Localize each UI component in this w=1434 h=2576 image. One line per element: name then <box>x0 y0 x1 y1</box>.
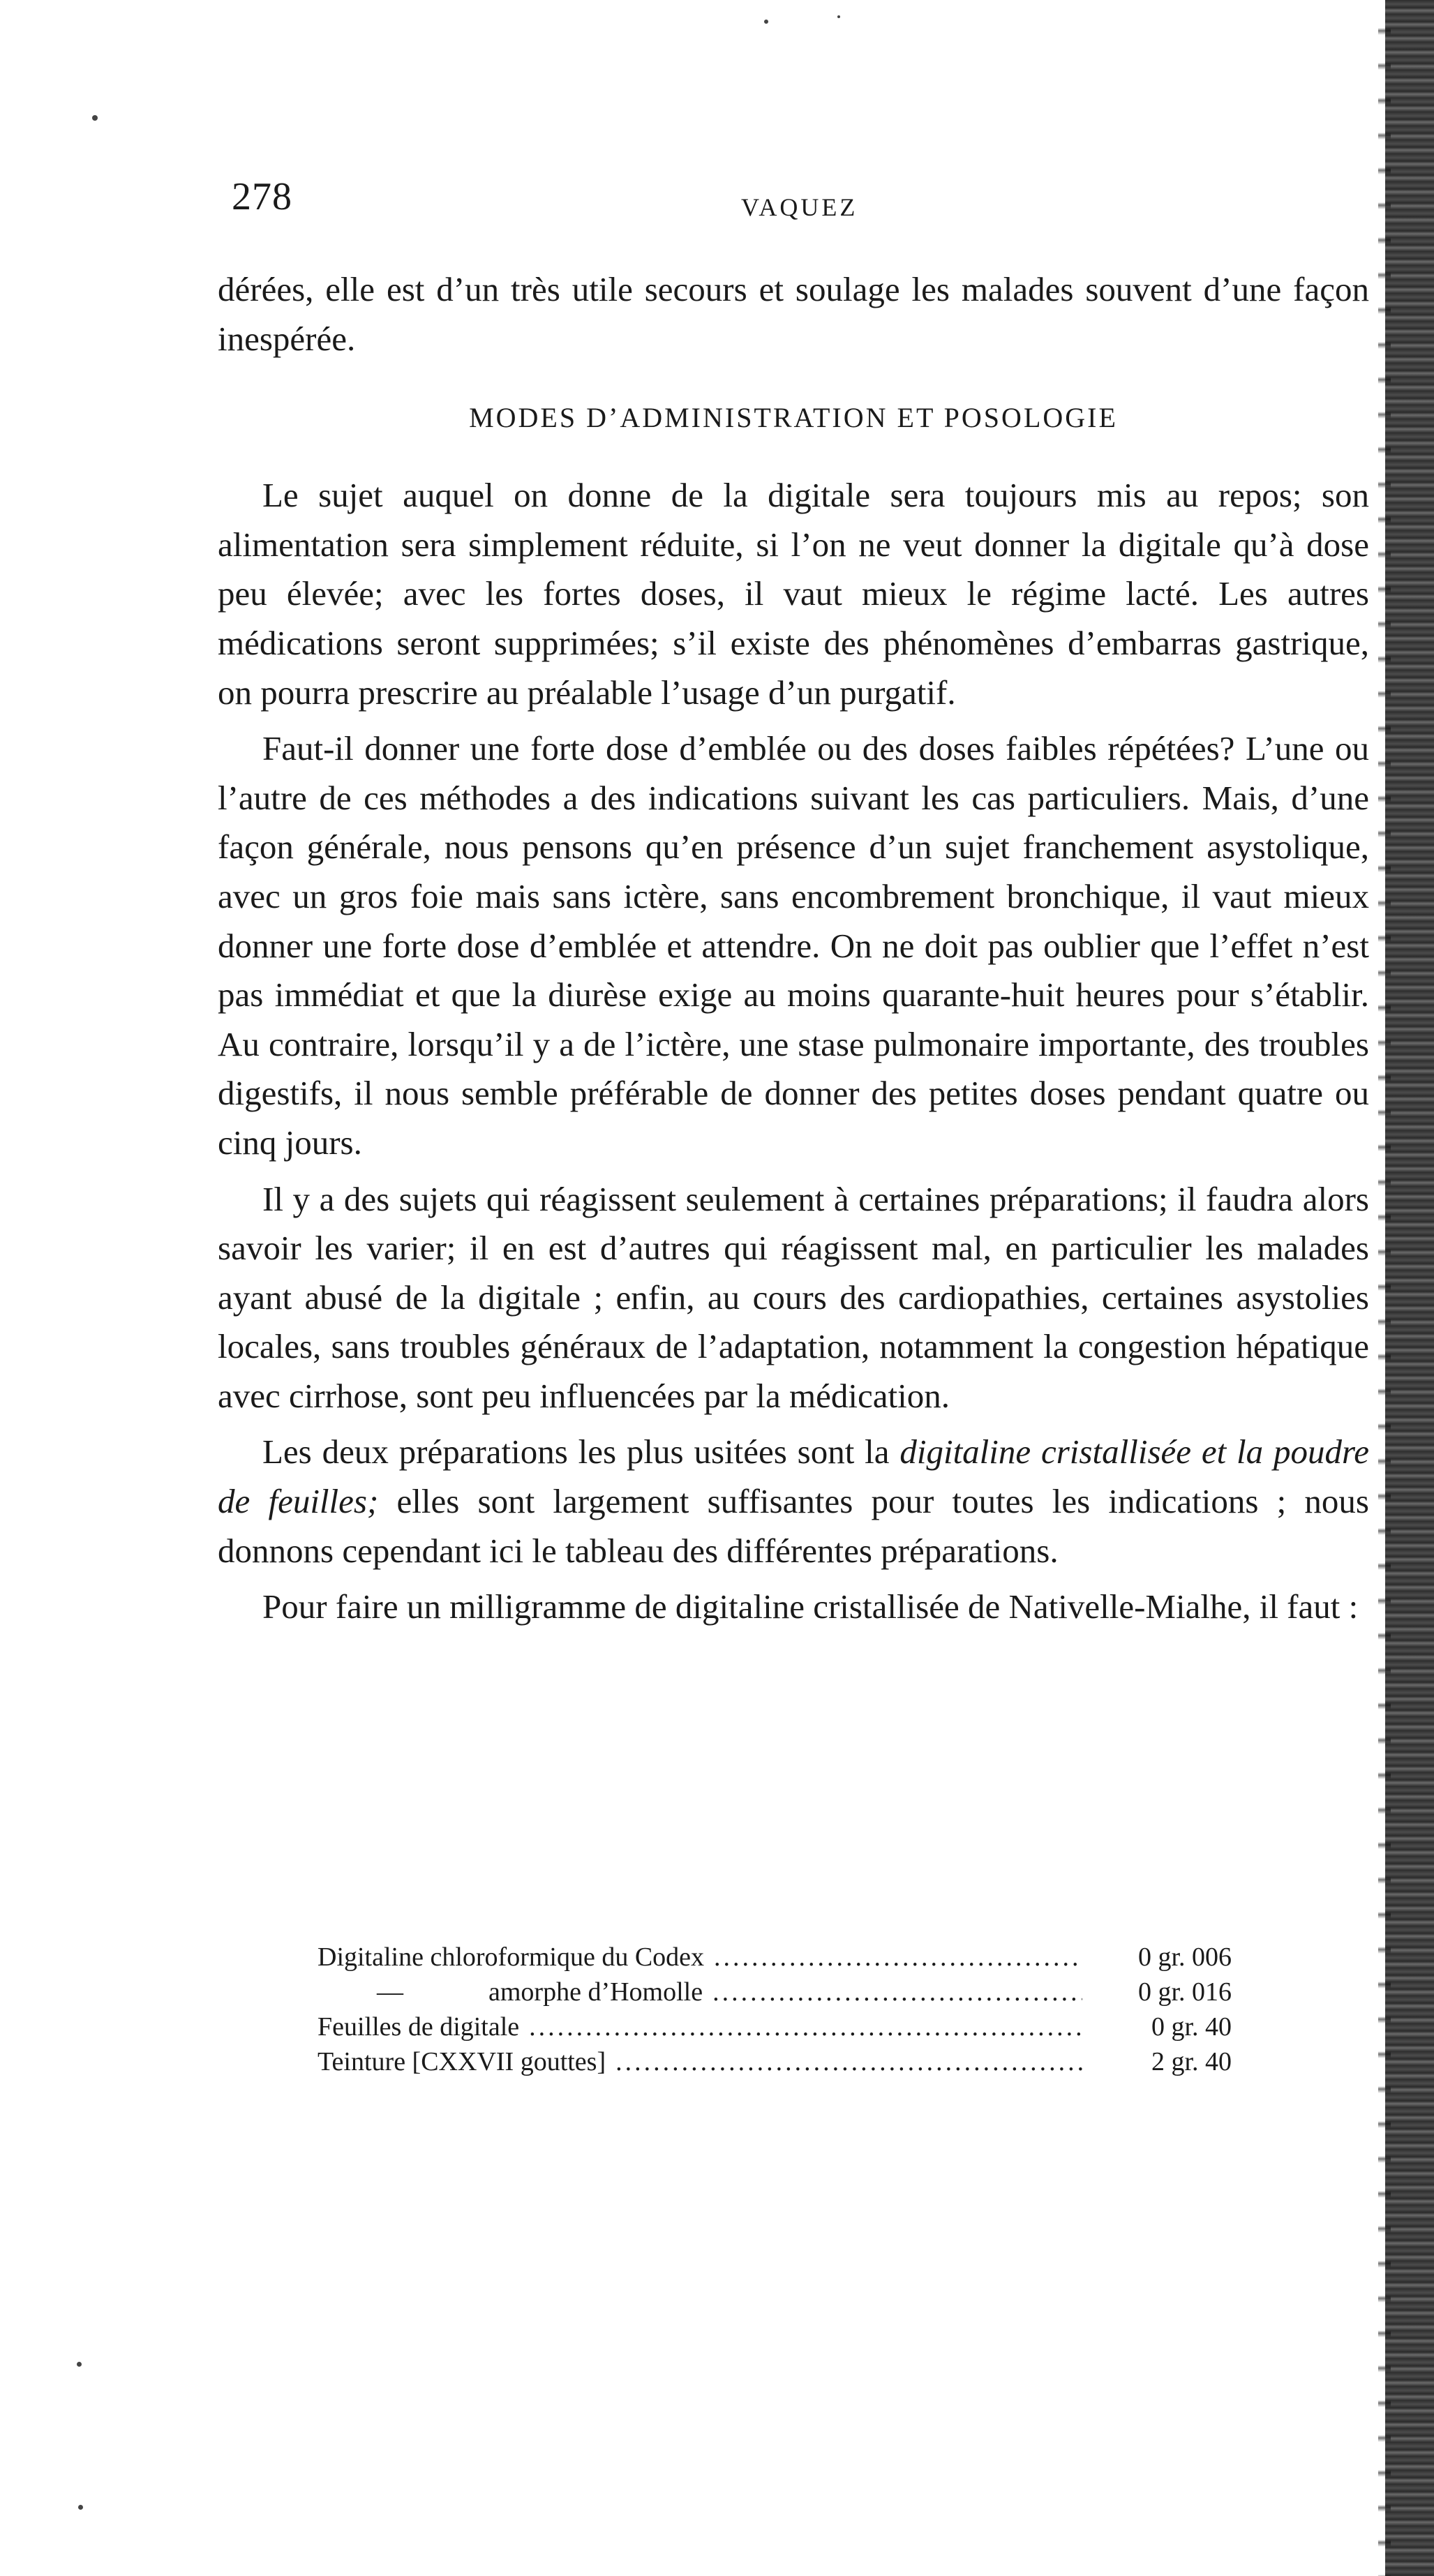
preparations-table <box>318 1940 1232 2079</box>
paragraph-1: Le sujet auquel on donne de la digitale sera toujours mis au repos; son alimentation sera simplement réduite, si l’on ne veut donner la digitale qu’à dose peu élevée; avec les fortes doses, il vaut mieux le régime lacté. Les autres médications seront supprimées; s’il existe des phénomènes d’embarras gastrique, on pourra prescrire au préalable l’usage d’un purgatif. <box>218 476 1369 712</box>
paragraph-continuation: dérées, elle est d’un très utile secours et soulage les malades souvent d’une façon inespérée. <box>218 270 1369 358</box>
table-row-value: 0 gr. 006 <box>1137 1942 1232 1972</box>
scan-speck <box>77 2362 82 2367</box>
leader-dots <box>529 2009 1082 2044</box>
table-row-value: 0 gr. 40 <box>1151 2012 1232 2042</box>
paragraph-4-end: elles sont largement suffisantes pour toutes les indications ; nous donnons cependant ici le tableau des différentes préparations. <box>218 1482 1369 1570</box>
leader-dots <box>714 1940 1082 1975</box>
page-header <box>232 174 1362 223</box>
table-row-label: Teinture [CXXVII gouttes] <box>318 2047 606 2076</box>
paragraph-2: Faut-il donner une forte dose d’emblée ou des doses faibles répétées? L’une ou l’autre de ces méthodes a des indications suivant les cas particuliers. Mais, d’une façon générale, nous pensons qu’en présence d’un sujet franchement asystolique, avec un gros foie mais sans ictère, sans encombrement bronchique, il vaut mieux donner une forte dose d’emblée et attendre. On ne doit pas oublier que l’effet n’est pas immédiat et que la diurèse exige au moins quarante-huit heures pour s’établir. Au contraire, lorsqu’il y a de l’ictère, une stase pulmonaire importante, des troubles digestifs, il nous semble préférable de donner des petites doses pendant quatre ou cinq jours. <box>218 729 1369 1162</box>
table-row-label-group <box>318 1975 703 2009</box>
paragraph-3: Il y a des sujets qui réagissent seulement à certaines préparations; il faudra alors savoir les varier; il en est d’autres qui réagissent mal, en particulier les malades ayant abusé de la digitale ; enfin, au cours des cardiopathies, certaines asystolies locales, sans troubles généraux de l’adaptation, notamment la congestion hépatique avec cirrhose, sont peu influencées par la médication. <box>218 1179 1369 1415</box>
scan-speck <box>837 15 840 18</box>
paragraph-4-start: Les deux préparations les plus usitées sont la <box>262 1432 900 1472</box>
paragraph-5: Pour faire un milligramme de digitaline cristallisée de Nativelle-Mialhe, il faut : <box>262 1587 1359 1626</box>
page-number: 278 <box>232 175 292 218</box>
table-row-value: 0 gr. 016 <box>1137 1977 1232 2007</box>
scanned-page-edge <box>1385 0 1434 2576</box>
scan-speck <box>78 2505 83 2510</box>
table-row-label: Feuilles de digitale <box>318 2012 520 2042</box>
scan-speck <box>764 20 768 24</box>
scanned-page-shadow <box>1378 0 1391 2576</box>
paragraph-4-italic: digitaline cristallisée et la poudre de feuilles; <box>218 1432 1369 1521</box>
scan-speck <box>92 115 98 121</box>
leader-dots <box>712 1975 1082 2009</box>
table-row <box>318 1940 1232 1975</box>
running-head: VAQUEZ <box>741 193 858 221</box>
paragraph-4 <box>218 1428 1369 1575</box>
section-heading: MODES D’ADMINISTRATION ET POSOLOGIE <box>469 402 1118 434</box>
ditto-dash: — <box>377 1977 403 2007</box>
table-row-label: Digitaline chloroformique du Codex <box>318 1942 705 1972</box>
body-text <box>218 265 1369 1632</box>
table-row <box>318 1975 1232 2009</box>
table-row-value: 2 gr. 40 <box>1151 2047 1232 2076</box>
table-row <box>318 2044 1232 2079</box>
table-row <box>318 2009 1232 2044</box>
table-row-label: amorphe d’Homolle <box>488 1977 703 2007</box>
leader-dots <box>615 2044 1082 2079</box>
